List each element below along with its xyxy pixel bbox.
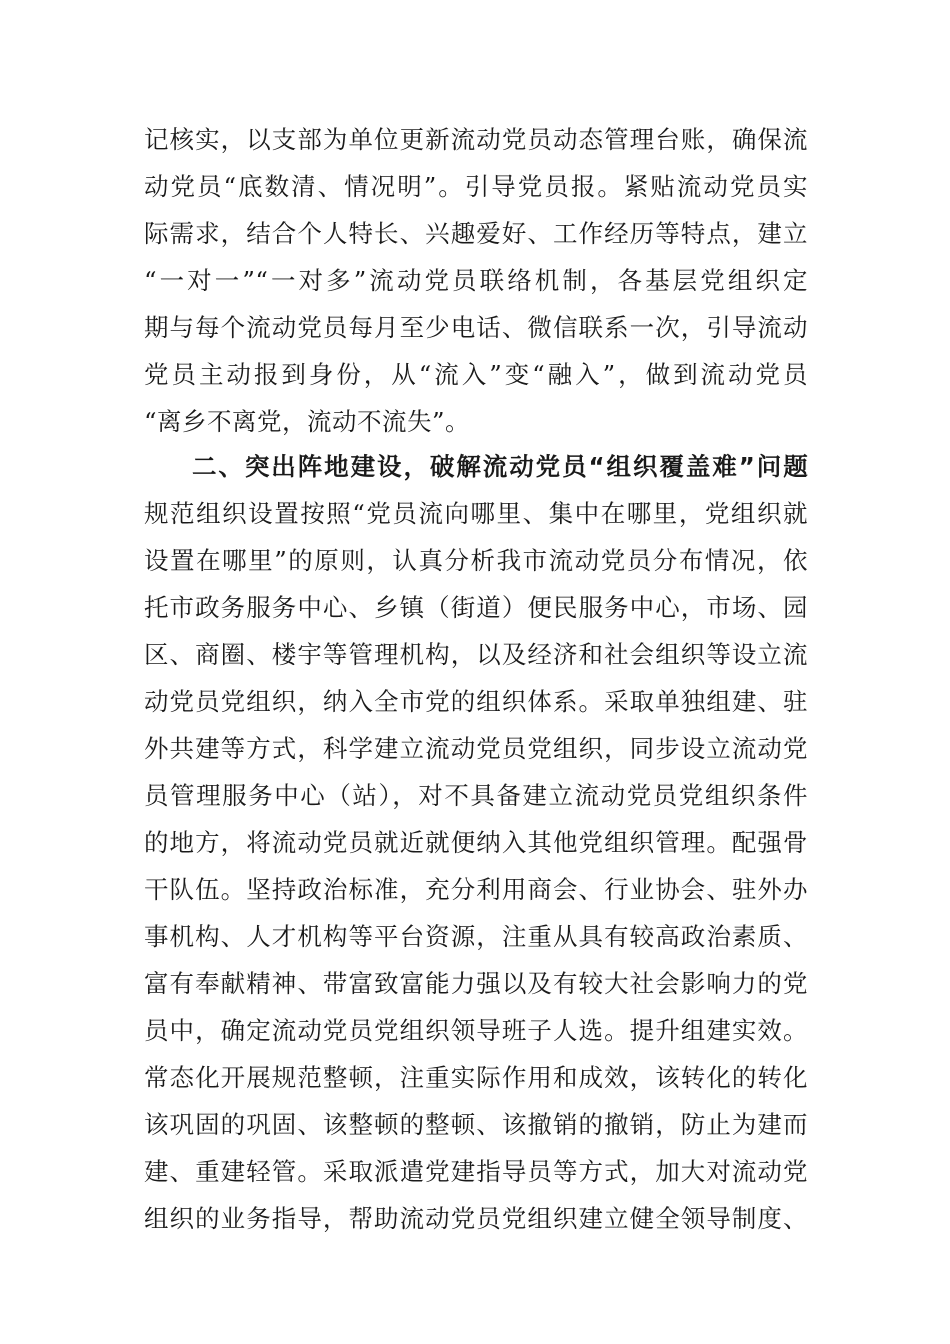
paragraph-line: 员中，确定流动党员党组织领导班子人选。提升组建实效。 <box>144 1016 808 1045</box>
paragraph-line: 规范组织设置按照“党员流向哪里、集中在哪里，党组织就 <box>144 499 808 528</box>
paragraph-line: “一对一”“一对多”流动党员联络机制，各基层党组织定 <box>144 266 808 295</box>
paragraph-line: 富有奉献精神、带富致富能力强以及有较大社会影响力的党 <box>144 969 808 998</box>
paragraph-line: 该巩固的巩固、该整顿的整顿、该撤销的撤销，防止为建而 <box>144 1110 808 1139</box>
paragraph-line: 党员主动报到身份，从“流入”变“融入”，做到流动党员 <box>144 360 808 389</box>
paragraph-line: 事机构、人才机构等平台资源，注重从具有较高政治素质、 <box>144 922 808 951</box>
paragraph-line: 期与每个流动党员每月至少电话、微信联系一次，引导流动 <box>144 313 808 342</box>
section-heading: 二、突出阵地建设，破解流动党员“组织覆盖难”问题 <box>192 452 808 481</box>
paragraph-line: 外共建等方式，科学建立流动党员党组织，同步设立流动党 <box>144 734 808 763</box>
paragraph-line: 托市政务服务中心、乡镇（街道）便民服务中心，市场、园 <box>144 593 808 622</box>
paragraph-line: 员管理服务中心（站），对不具备建立流动党员党组织条件 <box>144 781 808 810</box>
paragraph-line: 动党员党组织，纳入全市党的组织体系。采取单独组建、驻 <box>144 687 808 716</box>
paragraph-line: 干队伍。坚持政治标准，充分利用商会、行业协会、驻外办 <box>144 875 808 904</box>
paragraph-line: “离乡不离党，流动不流失”。 <box>144 407 471 436</box>
paragraph-line: 常态化开展规范整顿，注重实际作用和成效，该转化的转化 <box>144 1063 808 1092</box>
paragraph-line: 记核实，以支部为单位更新流动党员动态管理台账，确保流 <box>144 125 808 154</box>
paragraph-line: 际需求，结合个人特长、兴趣爱好、工作经历等特点，建立 <box>144 219 808 248</box>
paragraph-line: 动党员“底数清、情况明”。引导党员报。紧贴流动党员实 <box>144 172 808 201</box>
paragraph-line: 组织的业务指导，帮助流动党员党组织建立健全领导制度、 <box>144 1204 808 1233</box>
paragraph-line: 的地方，将流动党员就近就便纳入其他党组织管理。配强骨 <box>144 828 808 857</box>
paragraph-line: 建、重建轻管。采取派遣党建指导员等方式，加大对流动党 <box>144 1157 808 1186</box>
paragraph-line: 设置在哪里”的原则，认真分析我市流动党员分布情况，依 <box>144 546 808 575</box>
paragraph-line: 区、商圈、楼宇等管理机构，以及经济和社会组织等设立流 <box>144 640 808 669</box>
